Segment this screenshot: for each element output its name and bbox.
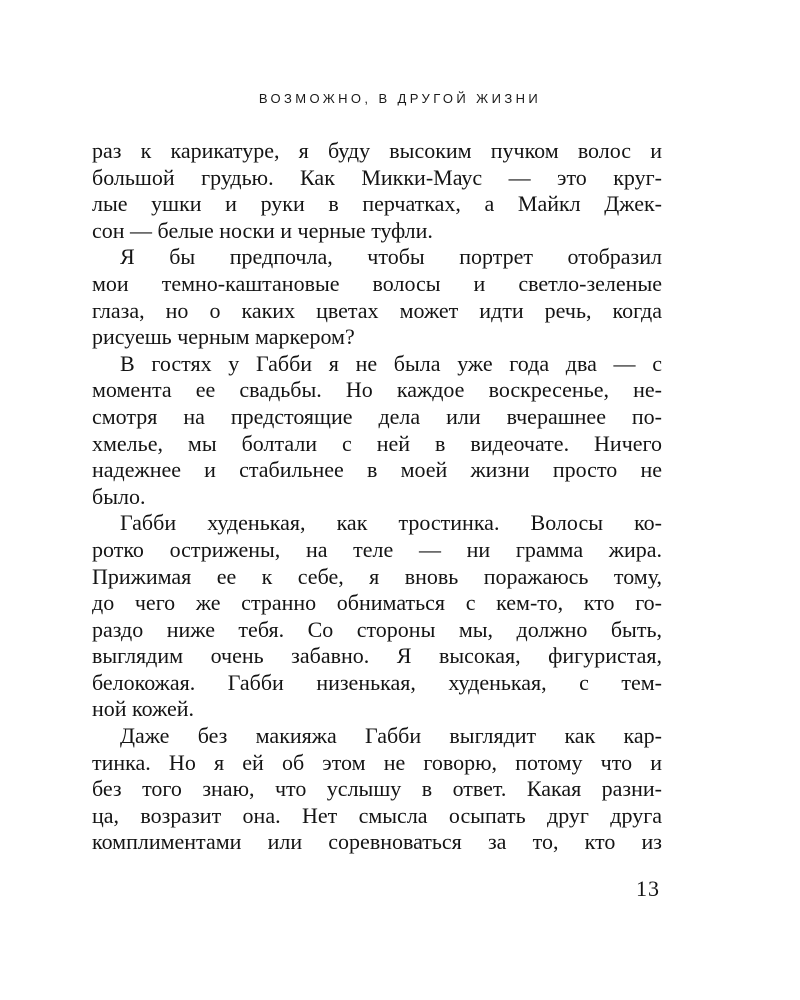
text-line: большой грудью. Как Микки-Маус — это круг- <box>92 164 662 190</box>
text-line: ротко острижены, на теле — ни грамма жира. <box>92 536 662 562</box>
text-line: В гостях у Габби я не была уже года два — с <box>120 350 662 376</box>
text-line: лые ушки и руки в перчатках, а Майкл Джек- <box>92 191 662 217</box>
text-line: белокожая. Габби низенькая, худенькая, с тем- <box>92 669 662 695</box>
text-line: было. <box>92 483 146 509</box>
text-line: Я бы предпочла, чтобы портрет отобразил <box>120 244 662 270</box>
text-line: Прижимая ее к себе, я вновь поражаюсь тому, <box>92 563 662 589</box>
text-line: ца, возразит она. Нет смысла осыпать друг друга <box>92 802 662 828</box>
text-line: выглядим очень забавно. Я высокая, фигуристая, <box>92 643 662 669</box>
text-line: без того знаю, что услышу в ответ. Какая разни- <box>92 776 662 802</box>
text-line: ной кожей. <box>92 696 195 722</box>
page-number: 13 <box>636 876 660 901</box>
text-line: сон — белые носки и черные туфли. <box>92 217 433 243</box>
text-line: Габби худенькая, как тростинка. Волосы ко- <box>120 510 662 536</box>
text-line: надежнее и стабильнее в моей жизни просто не <box>92 457 662 483</box>
text-line: момента ее свадьбы. Но каждое воскресенье, не- <box>92 377 662 403</box>
text-line: тинка. Но я ей об этом не говорю, потому что и <box>92 749 662 775</box>
text-line: раз к карикатуре, я буду высоким пучком волос и <box>92 138 662 163</box>
text-line: рисуешь черным маркером? <box>92 324 355 350</box>
text-line: до чего же странно обниматься с кем-то, кто го- <box>92 590 662 616</box>
running-head: ВОЗМОЖНО, В ДРУГОЙ ЖИЗНИ <box>258 91 542 106</box>
text-line: комплиментами или соревноваться за то, кто из <box>92 829 662 855</box>
body-text <box>92 138 662 856</box>
text-line: хмелье, мы болтали с ней в видеочате. Ничего <box>92 430 662 456</box>
text-line: Даже без макияжа Габби выглядит как кар- <box>120 723 662 749</box>
text-line: раздо ниже тебя. Со стороны мы, должно быть, <box>92 616 662 642</box>
text-line: глаза, но о каких цветах может идти речь, когда <box>92 297 662 323</box>
text-line: мои темно-каштановые волосы и светло-зеленые <box>92 270 662 296</box>
text-line: смотря на предстоящие дела или вчерашнее по- <box>92 403 662 429</box>
